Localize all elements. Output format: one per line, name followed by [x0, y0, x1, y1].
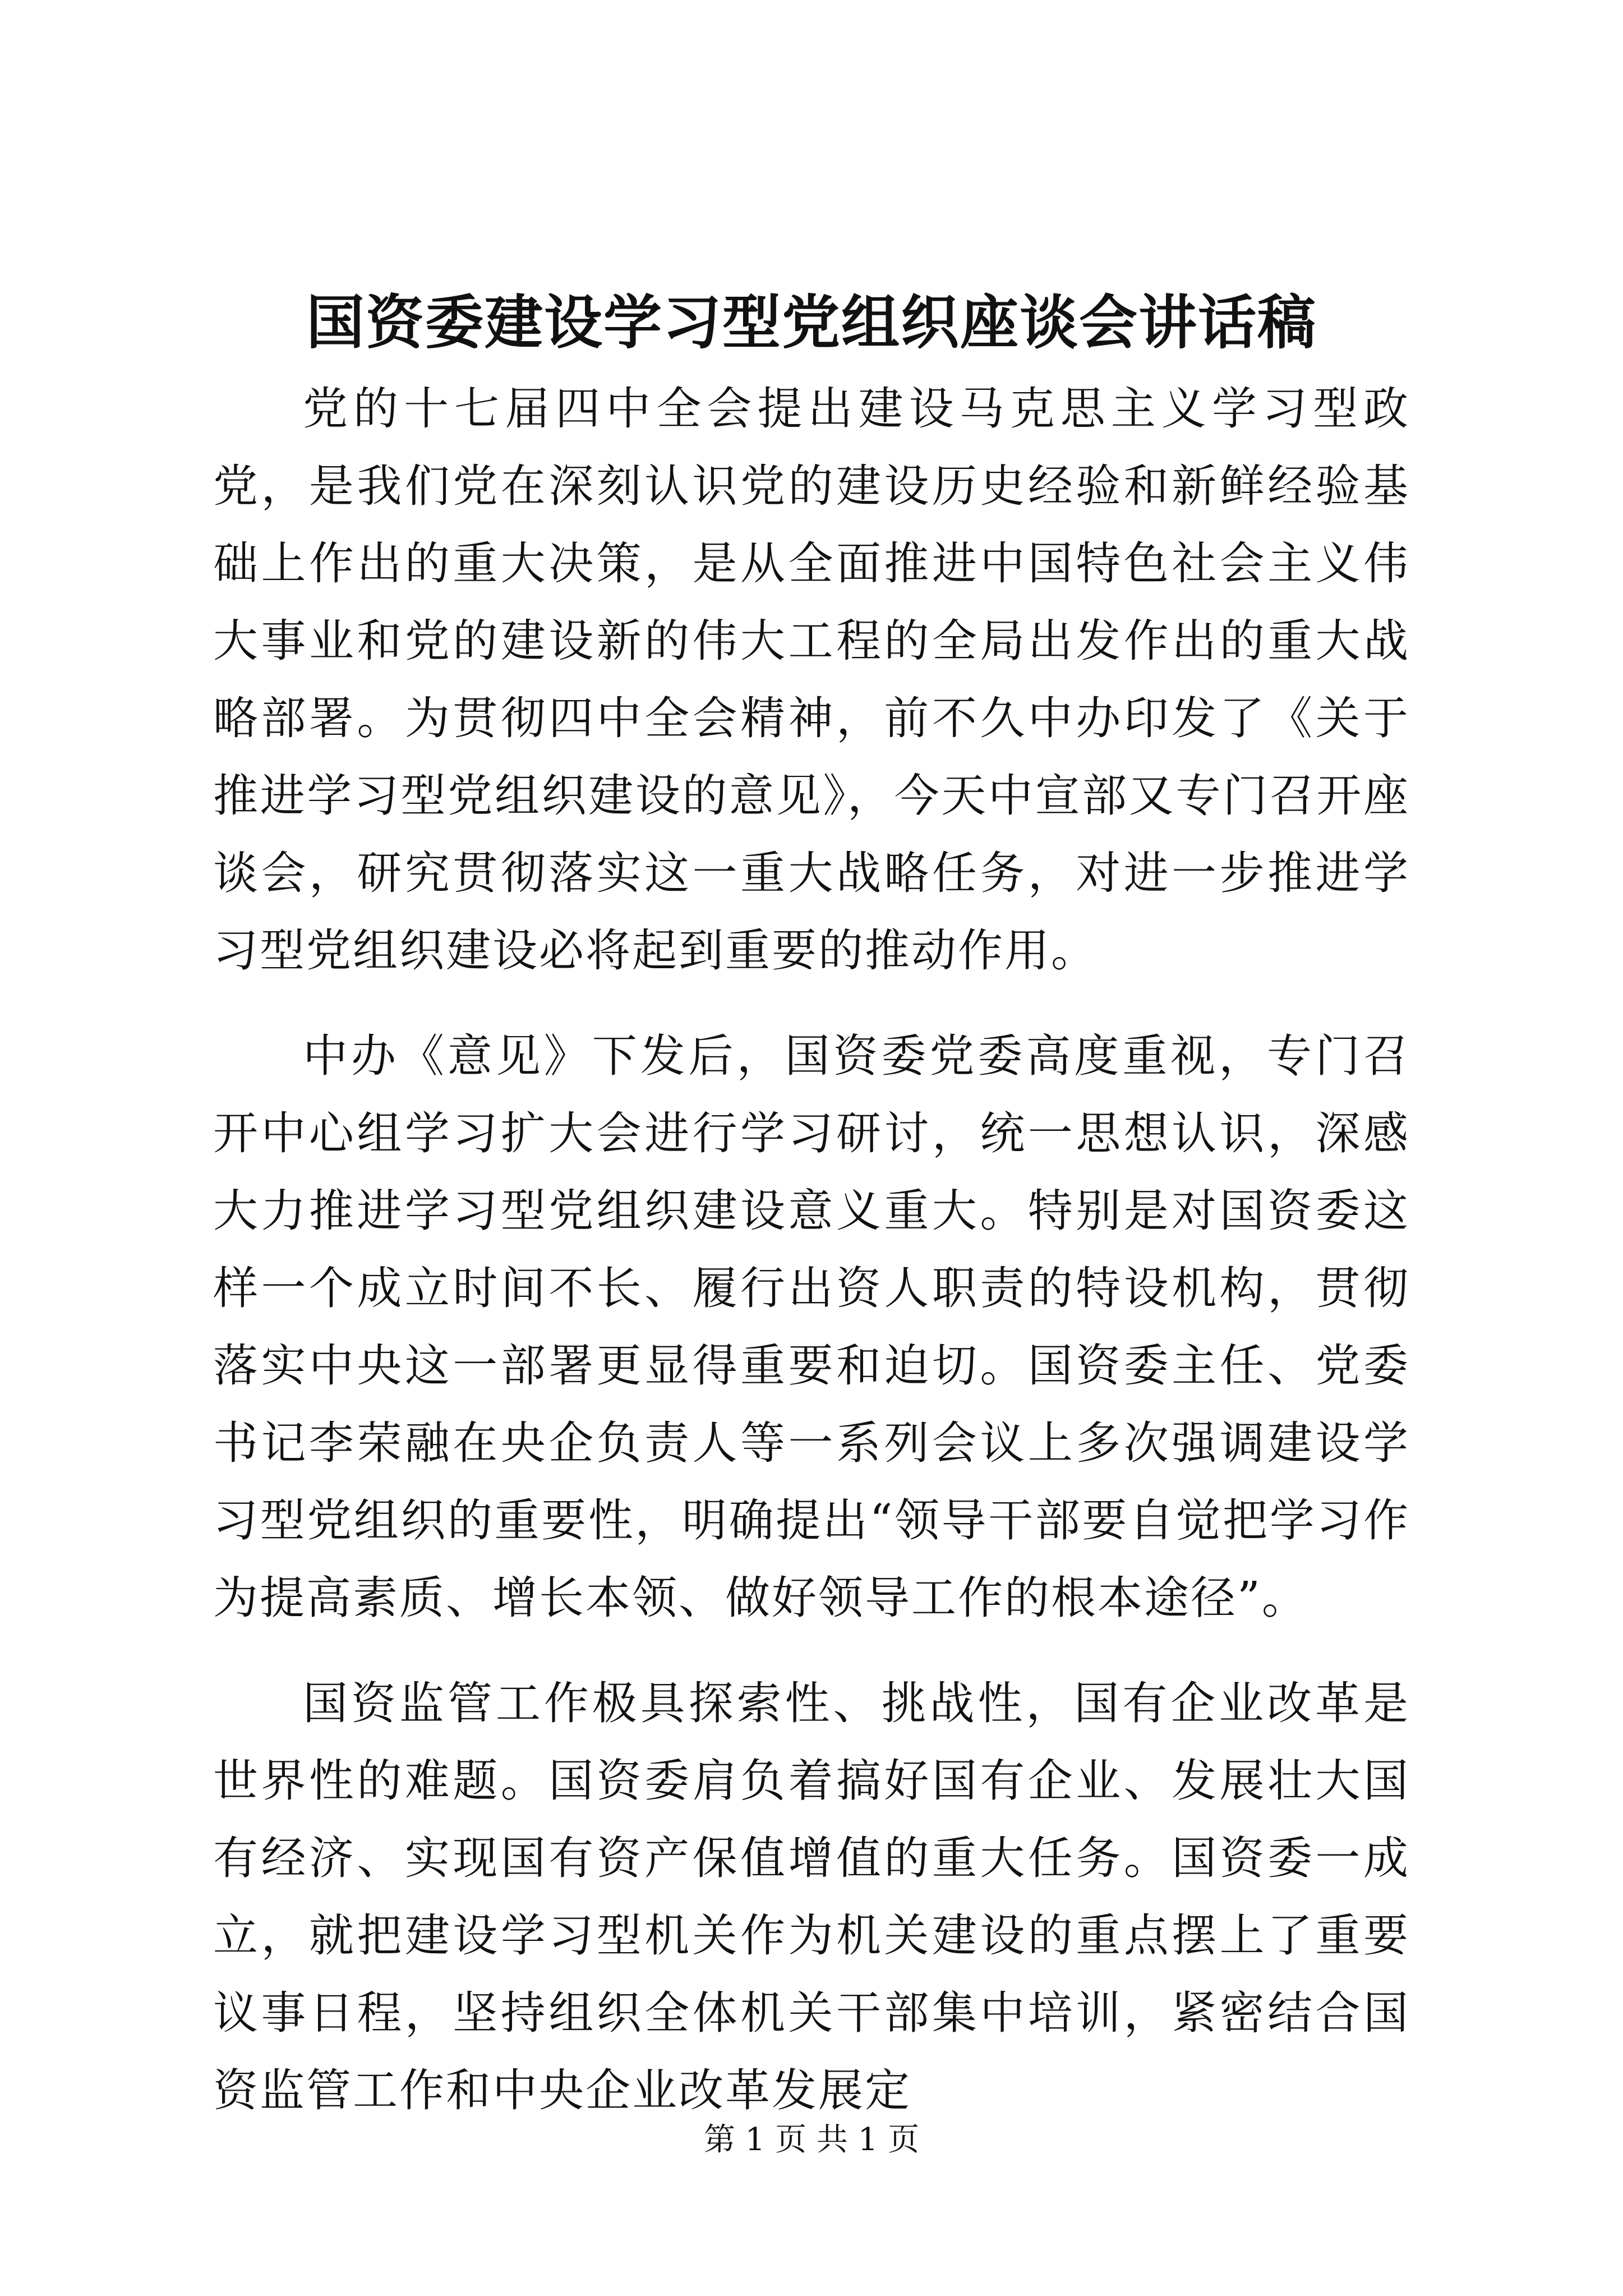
- document-body: [213, 370, 1410, 2157]
- page-number-label: 第 1 页 共 1 页: [703, 2122, 920, 2158]
- paragraph-2: 中办《意见》下发后，国资委党委高度重视，专门召开中心组学习扩大会进行学习研讨，统一思想认识，深感大力推进学习型党组织建设意义重大。特别是对国资委这样一个成立时间不长、履行出资人职责的特设机构，贯彻落实中央这一部署更显得重要和迫切。国资委主任、党委书记李荣融在央企负责人等一系列会议上多次强调建设学习型党组织的重要性，明确提出“领导干部要自觉把学习作为提高素质、增长本领、做好领导工作的根本途径”。: [213, 1030, 1410, 1624]
- paragraph-1: 党的十七届四中全会提出建设马克思主义学习型政党，是我们党在深刻认识党的建设历史经验和新鲜经验基础上作出的重大决策，是从全面推进中国特色社会主义伟大事业和党的建设新的伟大工程的全局出发作出的重大战略部署。为贯彻四中全会精神，前不久中办印发了《关于推进学习型党组织建设的意见》，今天中宣部又专门召开座谈会，研究贯彻落实这一重大战略任务，对进一步推进学习型党组织建设必将起到重要的推动作用。: [213, 383, 1410, 977]
- page-footer: [0, 2120, 1623, 2160]
- paragraph-3: 国资监管工作极具探索性、挑战性，国有企业改革是世界性的难题。国资委肩负着搞好国有企业、发展壮大国有经济、实现国有资产保值增值的重大任务。国资委一成立，就把建设学习型机关作为机关建设的重点摆上了重要议事日程，坚持组织全体机关干部集中培训，紧密结合国资监管工作和中央企业改革发展定: [213, 1677, 1410, 2116]
- document-title: 国资委建设学习型党组织座谈会讲话稿: [306, 288, 1317, 357]
